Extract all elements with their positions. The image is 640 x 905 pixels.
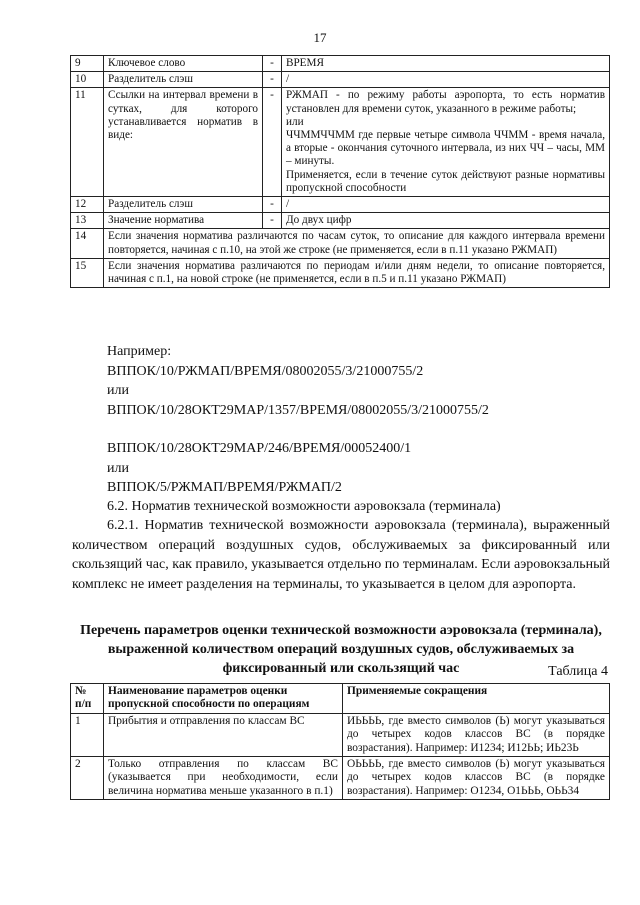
row-value: РЖМАП - по режиму работы аэропорта, то есть норматив установлен для времени суток, указанного в режиме работы; или ЧЧММЧЧММ где первые четыре символа ЧЧММ - время начала, а вторые - окончания суточного интервала, из них ЧЧ – часы, ММ – минуты. Применяется, если в течение суток действуют разные нормативы пропускной способности — [282, 88, 610, 197]
row-number: 11 — [71, 88, 104, 197]
examples-intro: Например: — [107, 344, 172, 359]
header-abbr: Применяемые сокращения — [343, 684, 610, 714]
examples-block — [107, 342, 489, 498]
header-number: № п/п — [71, 684, 104, 714]
page-number: 17 — [313, 30, 327, 45]
row-label: Разделитель слэш — [104, 197, 263, 213]
parameters-table — [70, 55, 610, 288]
header-param: Наименование параметров оценки пропускной способности по операциям — [104, 684, 343, 714]
row-note: Если значения норматива различаются по часам суток, то описание для каждого интервала времени повторяется, начиная с п.10, на этой же строке (не применяется, если в п.11 указано РЖМАП) — [104, 229, 610, 258]
example-line: ВППОК/10/РЖМАП/ВРЕМЯ/08002055/3/21000755/2 — [107, 363, 424, 379]
table-row — [71, 213, 610, 229]
table-row — [71, 713, 610, 756]
row-dash: - — [263, 197, 282, 213]
list-title: Перечень параметров оценки технической возможности аэровокзала (терминала), выраженной количеством операций воздушных судов, обслуживаемых за фиксированный или скользящий час — [80, 623, 602, 676]
row-label: Значение норматива — [104, 213, 263, 229]
row-label: Разделитель слэш — [104, 72, 263, 88]
row-param: Только отправления по классам ВС (указывается при необходимости, если величина норматива меньше указанного в п.1) — [104, 757, 343, 800]
row-value: ВРЕМЯ — [282, 56, 610, 72]
row-dash: - — [263, 56, 282, 72]
section-paragraph: 6.2.1. Норматив технической возможности аэровокзала (терминала), выраженный количеством операций воздушных судов, обслуживаемых за фиксированный или скользящий час, как правило, указывается отдельно по терминалам. Если аэровокзальный комплекс не имеет разделения на терминалы, то указывается в целом для аэропорта. — [72, 518, 610, 592]
example-or: или — [107, 383, 129, 398]
section-heading: 6.2. Норматив технической возможности аэровокзала (терминала) — [107, 499, 501, 514]
row-number: 15 — [71, 258, 104, 287]
row-param: Прибытия и отправления по классам ВС — [104, 713, 343, 756]
table-row — [71, 72, 610, 88]
row-value: / — [282, 72, 610, 88]
row-abbr: ИЬЬЬЬ, где вместо символов (Ь) могут указываться до четырех кодов классов ВС (в порядке возрастания). Например: И1234; И12ЬЬ; ИЬ23Ь — [343, 713, 610, 756]
row-value: До двух цифр — [282, 213, 610, 229]
table-caption: Таблица 4 — [548, 664, 608, 679]
row-number: 14 — [71, 229, 104, 258]
row-abbr: ОЬЬЬЬ, где вместо символов (Ь) могут указываться до четырех кодов классов ВС (в порядке возрастания). Например: О1234, О1ЬЬЬ, ОЬЬ34 — [343, 757, 610, 800]
table-header-row — [71, 684, 610, 714]
operations-table — [70, 683, 610, 800]
row-number: 9 — [71, 56, 104, 72]
row-number: 1 — [71, 713, 104, 756]
table-row — [71, 197, 610, 213]
table-row — [71, 229, 610, 258]
example-line: ВППОК/5/РЖМАП/ВРЕМЯ/РЖМАП/2 — [107, 480, 342, 495]
row-number: 13 — [71, 213, 104, 229]
row-note: Если значения норматива различаются по периодам и/или дням недели, то описание повторяется, начиная с п.1, на новой строке (не применяется, если в п.5 и п.11 указано РЖМАП) — [104, 258, 610, 287]
table-row — [71, 757, 610, 800]
row-number: 12 — [71, 197, 104, 213]
row-value: / — [282, 197, 610, 213]
example-line: ВППОК/10/28ОКТ29МАР/246/ВРЕМЯ/00052400/1 — [107, 441, 412, 456]
row-number: 2 — [71, 757, 104, 800]
row-dash: - — [263, 213, 282, 229]
row-number: 10 — [71, 72, 104, 88]
table-row — [71, 56, 610, 72]
example-line: ВППОК/10/28ОКТ29МАР/1357/ВРЕМЯ/08002055/3/21000755/2 — [107, 402, 489, 418]
row-label: Ссылки на интервал времени в сутках, для которого устанавливается норматив в виде: — [104, 88, 263, 197]
example-or: или — [107, 460, 129, 476]
spacer — [107, 420, 489, 439]
table-row — [71, 258, 610, 287]
row-label: Ключевое слово — [104, 56, 263, 72]
table-row — [71, 88, 610, 197]
row-dash: - — [263, 88, 282, 197]
row-dash: - — [263, 72, 282, 88]
